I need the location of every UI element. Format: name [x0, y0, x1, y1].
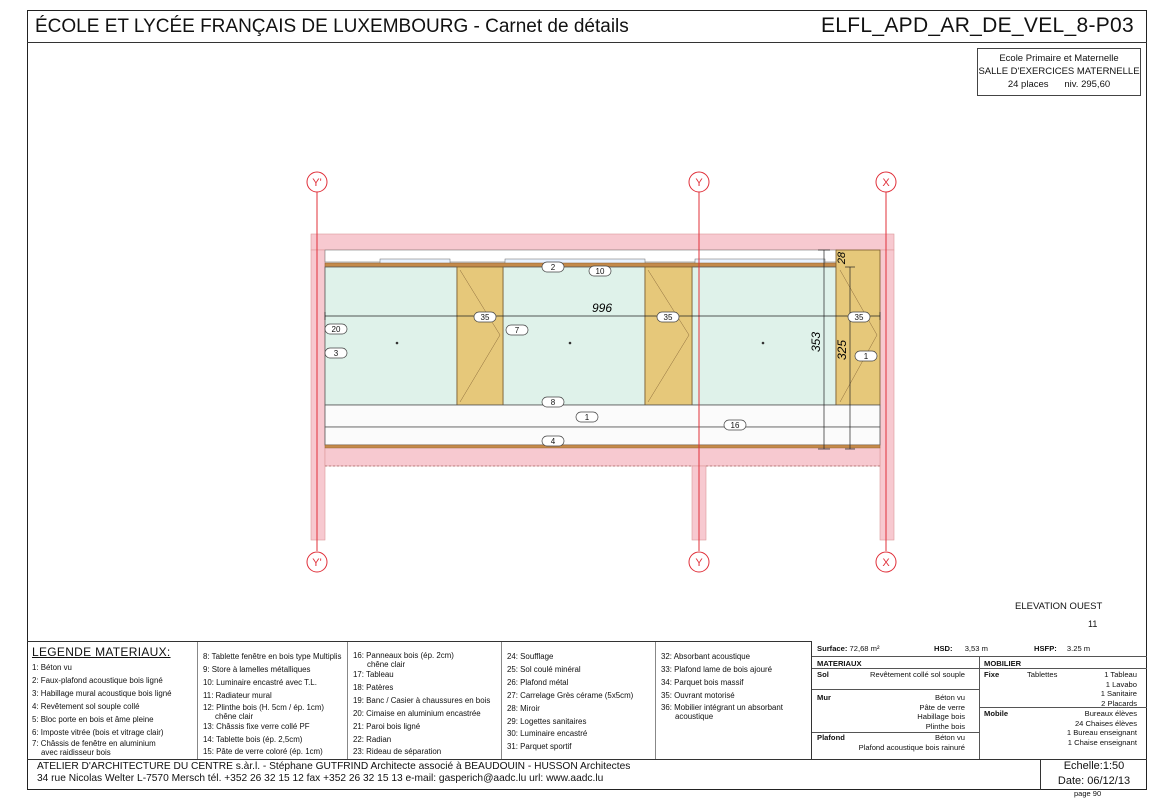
dim-height-total: 353 — [809, 331, 823, 353]
hsd-label: HSD: — [934, 644, 953, 653]
room-name: SALLE D'EXERCICES MATERNELLE — [978, 66, 1140, 77]
legend-item: 10: Luminaire encastré avec T.L. — [203, 677, 317, 687]
legend-item: 26: Plafond métal — [507, 677, 569, 687]
wood-panel — [457, 267, 503, 405]
materiaux-title: MATERIAUX — [817, 659, 862, 668]
material-tag: 35 — [480, 313, 490, 322]
axis-label: Y — [695, 557, 703, 569]
legend-item: 3: Habillage mural acoustique bois ligné — [32, 688, 172, 698]
plinth-band — [325, 427, 880, 445]
hsd-value: 3,53 m — [964, 644, 988, 653]
room-places: 24 places — [1007, 79, 1049, 90]
legend-item: 5: Bloc porte en bois et âme pleine — [32, 714, 154, 724]
legend-item: chêne clair — [367, 660, 406, 669]
material-tag: 35 — [663, 313, 673, 322]
dim-length: 996 — [591, 301, 613, 315]
legend-item: 11: Radiateur mural — [203, 690, 272, 700]
legend-item: 15: Pâte de verre coloré (ép. 1cm) — [203, 747, 323, 757]
legend-item: 36: Mobilier intégrant un absorbant — [661, 702, 783, 712]
mobile-label: Mobile — [984, 709, 1009, 718]
hsfp-label: HSFP: — [1034, 644, 1057, 653]
legend-item: 17: Tableau — [353, 670, 394, 679]
material-tag: 4 — [550, 437, 556, 446]
title-block-footer — [27, 759, 1147, 790]
sheet-title: ÉCOLE ET LYCÉE FRANÇAIS DE LUXEMBOURG - Carnet de détails — [35, 16, 629, 37]
material-tag: 16 — [730, 421, 740, 430]
left-column — [311, 250, 325, 540]
materials-legend — [27, 641, 812, 759]
legend-item: 35: Ouvrant motorisé — [661, 690, 735, 700]
legend-item: avec raidisseur bois — [41, 748, 111, 758]
legend-item: 22: Radian — [353, 734, 392, 744]
mur-value: Plinthe bois — [925, 721, 965, 731]
scale-date-box — [1040, 759, 1147, 790]
axis-label: Y — [695, 177, 703, 189]
room-data-table — [812, 641, 1147, 759]
legend-item: 34: Parquet bois massif — [661, 677, 744, 687]
mobile-value: 1 Bureau enseignant — [1066, 728, 1137, 738]
room-level: niv. 295,60 — [1064, 79, 1111, 90]
legend-item: 30: Luminaire encastré — [507, 729, 588, 739]
fixe-value: 1 Tableau — [1104, 670, 1137, 679]
legend-item: 7: Châssis de fenêtre en aluminium — [32, 739, 156, 749]
ceiling-edge — [325, 263, 837, 267]
material-tag: 8 — [550, 398, 556, 407]
legend-item: 29: Logettes sanitaires — [507, 716, 587, 726]
legend-item: 24: Soufflage — [507, 652, 554, 661]
glass-panel — [503, 267, 645, 405]
date: Date: 06/12/13 — [1057, 775, 1131, 787]
axis-label: Y' — [312, 557, 322, 569]
plafond-value: Plafond acoustique bois rainuré — [858, 742, 965, 752]
plafond-value: Béton vu — [935, 733, 965, 742]
page-number: page 90 — [1074, 789, 1102, 798]
sill-band — [325, 405, 880, 427]
legend-item: 18: Patères — [353, 682, 394, 692]
firm-line: ATELIER D'ARCHITECTURE DU CENTRE s.àr.l. - Stéphane GUTFRIND Architecte associé à BEAUDOUIN - HUSSON Architectes — [37, 761, 631, 772]
sol-label: Sol — [817, 670, 829, 679]
fixe-sub: Tablettes — [1027, 670, 1058, 679]
material-tag: 2 — [550, 263, 556, 272]
mobile-value: 24 Chaises élèves — [1074, 718, 1137, 728]
legend-column-5 — [661, 651, 783, 721]
fixe-value: 2 Placards — [1101, 698, 1137, 708]
legend-item: 14: Tablette bois (ép. 2,5cm) — [203, 734, 303, 744]
legend-item: 4: Revêtement sol souple collé — [32, 701, 140, 711]
floor-slab — [325, 447, 880, 466]
drawing-code: ELFL_APD_AR_DE_VEL_8-P03 — [820, 14, 1134, 37]
floor-finish — [325, 445, 880, 448]
material-tag: 1 — [863, 352, 869, 361]
legend-title: LEGENDE MATERIAUX: — [32, 645, 171, 659]
mobile-value: 1 Chaise enseignant — [1067, 737, 1137, 747]
legend-item: 6: Imposte vitrée (bois et vitrage clair) — [32, 727, 164, 737]
hsfp-value: 3.25 m — [1066, 644, 1091, 653]
axis-label: Y' — [312, 177, 322, 189]
view-label: ELEVATION OUEST — [1015, 601, 1103, 612]
mobilier-title: MOBILIER — [984, 659, 1022, 668]
axis-label: X — [882, 557, 890, 569]
legend-item: 1: Béton vu — [32, 663, 72, 672]
legend-item: 2: Faux-plafond acoustique bois ligné — [32, 675, 163, 685]
legend-item: 33: Plafond lame de bois ajouré — [661, 664, 772, 674]
legend-column-1 — [32, 662, 172, 757]
wood-panel — [836, 250, 880, 405]
legend-item: 31: Parquet sportif — [507, 742, 572, 752]
mur-value: Pâte de verre — [919, 702, 965, 712]
mur-label: Mur — [817, 693, 831, 702]
material-tag: 35 — [854, 313, 864, 322]
legend-item: 27: Carrelage Grès cérame (5x5cm) — [507, 690, 634, 700]
dim-top: 28 — [836, 251, 848, 265]
legend-item: acoustique — [675, 711, 714, 721]
legend-item: 12: Plinthe bois (H. 5cm / ép. 1cm) — [203, 702, 325, 712]
room-building: Ecole Primaire et Maternelle — [999, 53, 1119, 64]
legend-item: 21: Paroi bois ligné — [353, 721, 421, 731]
legend-item: 20: Cimaise en aluminium encastrée — [353, 708, 481, 718]
dim-height-inner: 325 — [835, 339, 849, 361]
fixe-value: 1 Lavabo — [1105, 679, 1137, 689]
ceiling-slab — [311, 234, 894, 250]
legend-column-4 — [507, 651, 633, 754]
legend-item: 16: Panneaux bois (ép. 2cm) — [353, 651, 454, 660]
legend-column-2 — [203, 651, 341, 759]
legend-item: 8: Tablette fenêtre en bois type Multiplis — [203, 652, 342, 661]
legend-item: 25: Sol coulé minéral — [507, 664, 581, 674]
legend-item: 19: Banc / Casier à chaussures en bois — [353, 695, 491, 705]
legend-column-3 — [353, 651, 490, 759]
legend-item: 9: Store à lamelles métalliques — [203, 664, 311, 674]
fixe-value: 1 Sanitaire — [1100, 689, 1137, 699]
axis-label: X — [882, 177, 890, 189]
legend-item: 28: Miroir — [507, 703, 540, 713]
fixe-label: Fixe — [984, 670, 1000, 679]
scale: Echelle:1:50 — [1063, 760, 1125, 772]
legend-item: 23: Rideau de séparation — [353, 747, 442, 757]
material-tag: 7 — [514, 326, 520, 335]
mur-value: Habillage bois — [917, 712, 965, 722]
material-tag: 20 — [331, 325, 341, 334]
material-tag: 3 — [333, 349, 339, 358]
material-tag: 10 — [595, 267, 605, 276]
surface-value: 72,68 m² — [849, 644, 880, 653]
contact-line: 34 rue Nicolas Welter L-7570 Mersch tél. +352 26 32 15 12 fax +352 26 32 15 13 e-mail: gasperich@aadc.lu url: www.aadc.lu — [37, 773, 604, 784]
glass-panel — [325, 267, 457, 405]
mobile-value: Bureaux élèves — [1084, 709, 1137, 718]
mur-value: Béton vu — [935, 693, 965, 702]
surface-label: Surface: — [817, 644, 848, 653]
sol-value: Revêtement collé sol souple — [870, 670, 965, 679]
plafond-label: Plafond — [817, 733, 845, 742]
legend-item: 13: Châssis fixe verre collé PF — [203, 721, 310, 731]
view-number: 11 — [1088, 619, 1098, 629]
material-tag: 1 — [584, 413, 590, 422]
legend-item: 32: Absorbant acoustique — [661, 652, 751, 661]
wood-panel — [645, 267, 692, 405]
right-column — [880, 250, 894, 540]
legend-item: chêne clair — [215, 711, 254, 721]
